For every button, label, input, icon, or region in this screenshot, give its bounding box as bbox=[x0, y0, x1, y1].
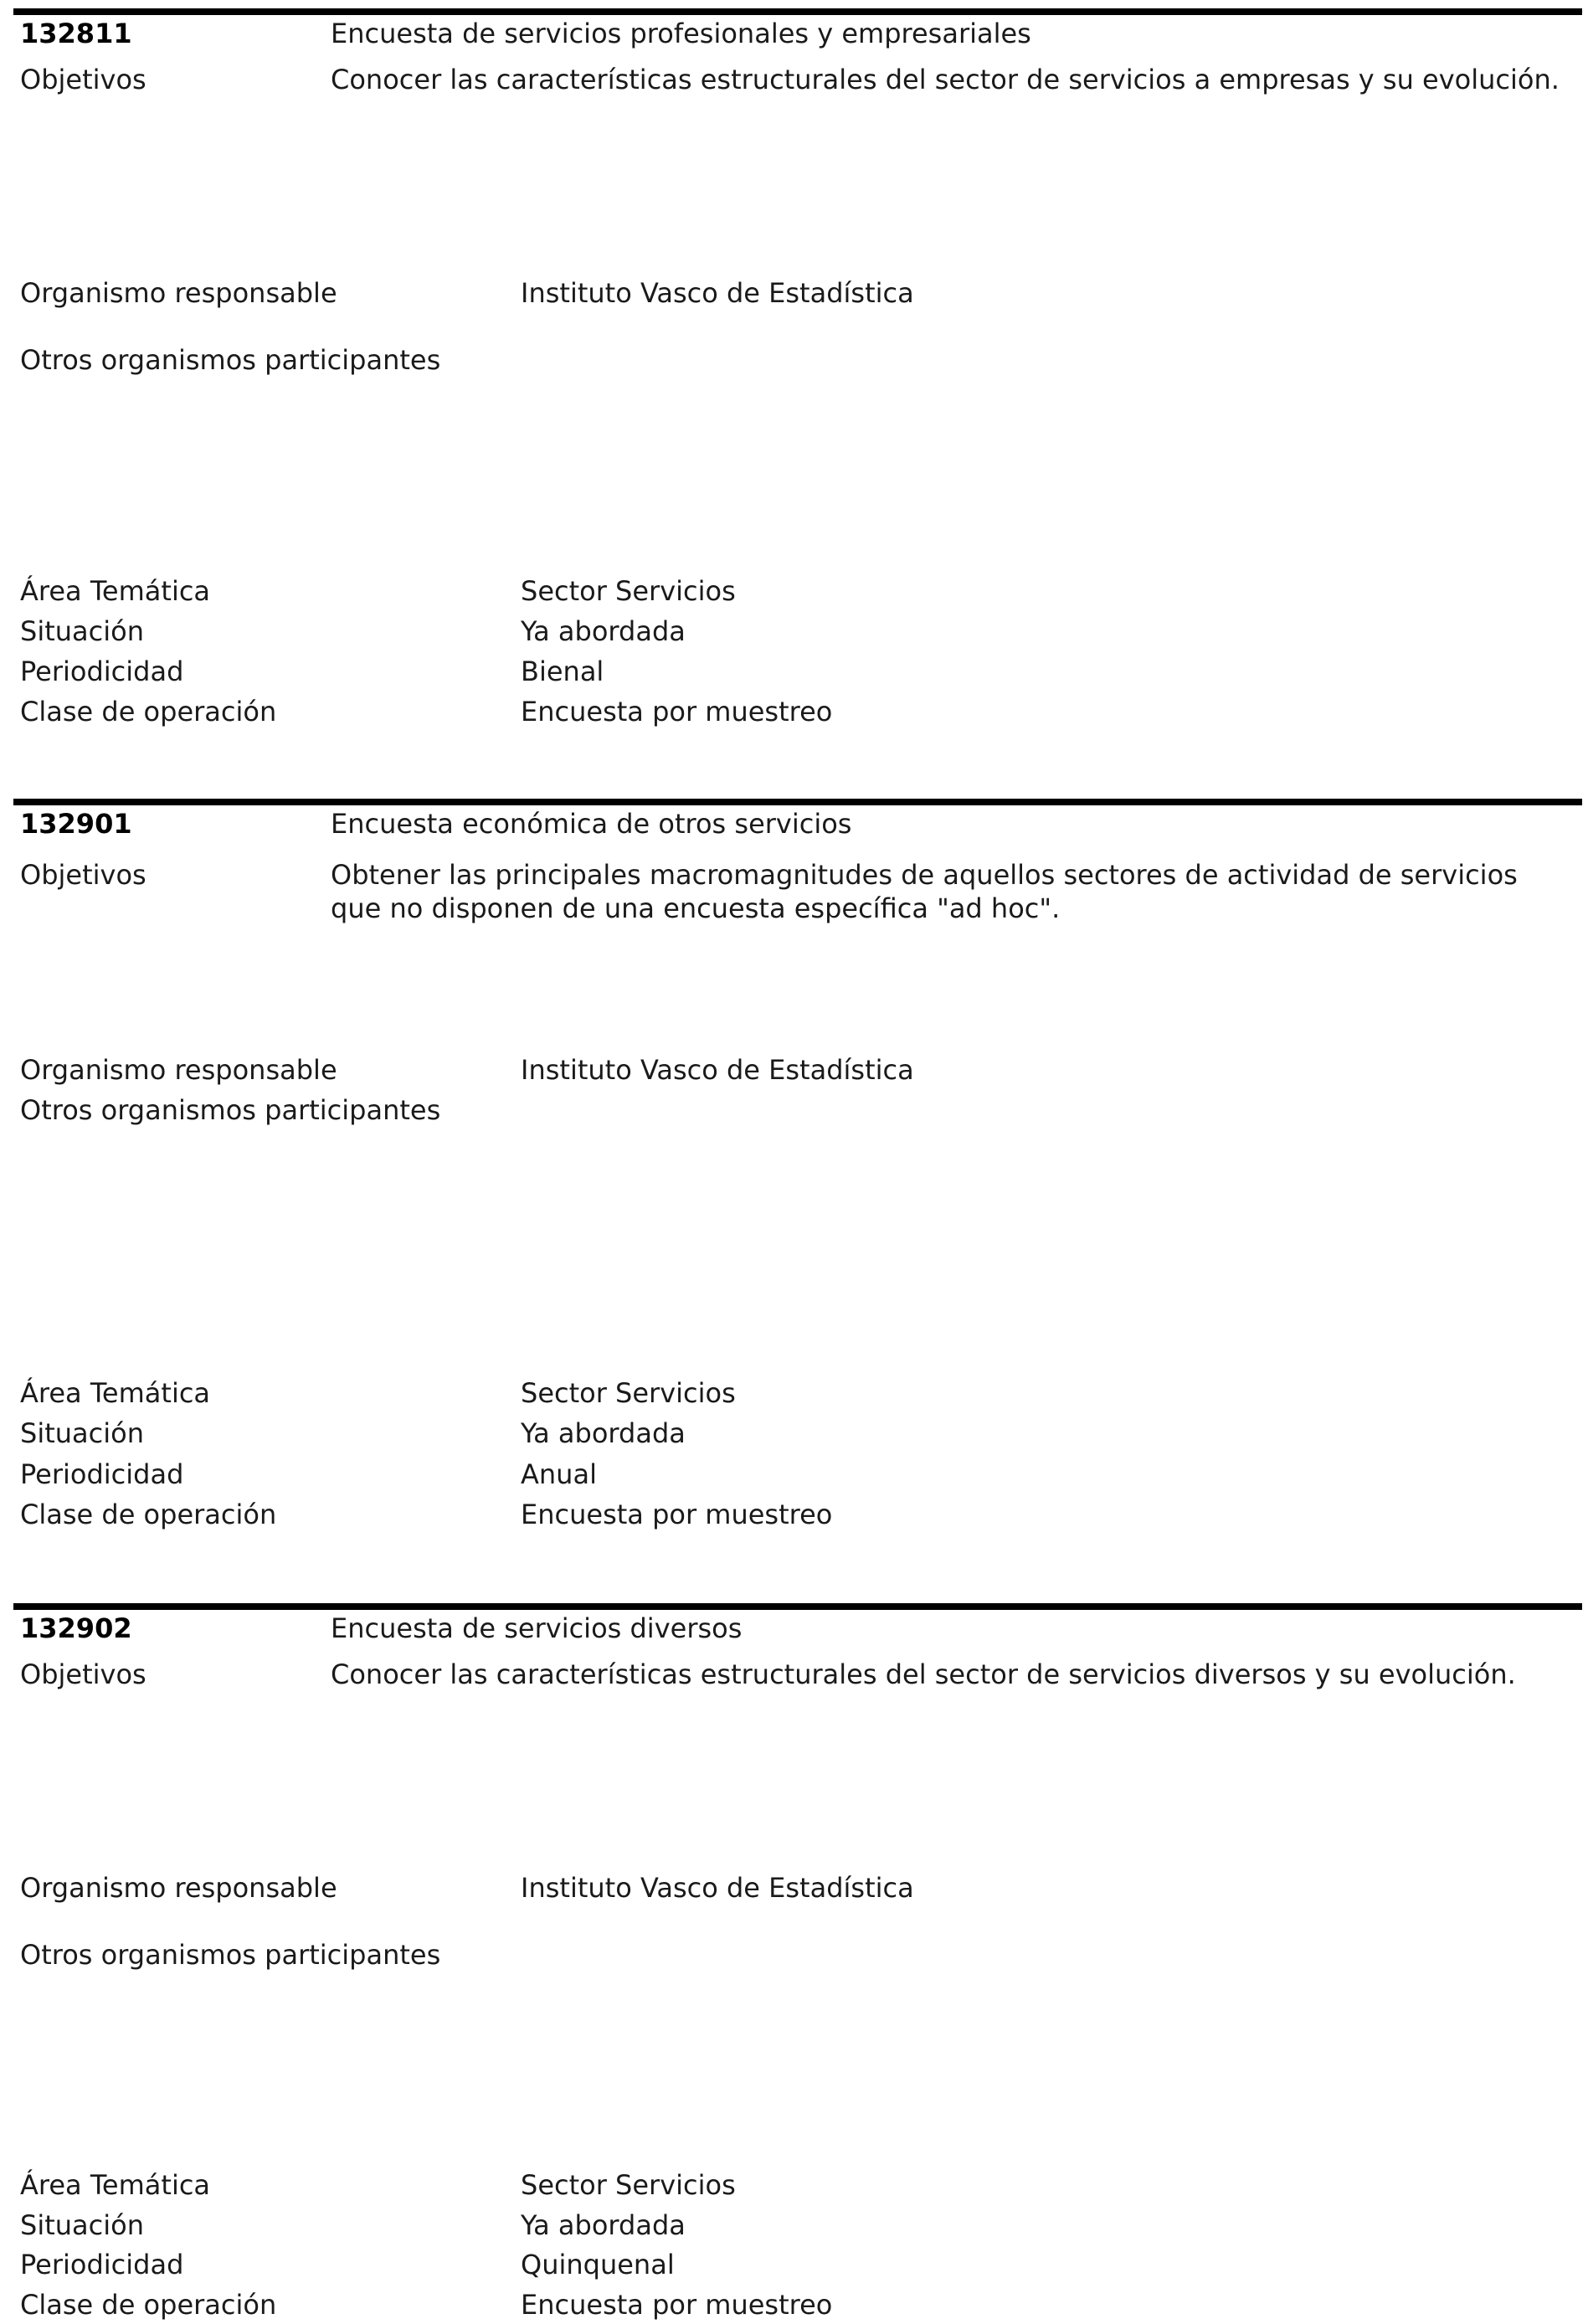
organismo-value: Instituto Vasco de Estadística bbox=[521, 1054, 914, 1086]
periodicidad-label: Periodicidad bbox=[20, 2249, 184, 2280]
operation-code: 132811 bbox=[20, 18, 132, 49]
operation-title: Encuesta económica de otros servicios bbox=[331, 808, 852, 840]
periodicidad-value: Anual bbox=[521, 1458, 597, 1490]
objetivos-label: Objetivos bbox=[20, 1658, 146, 1690]
organismo-label: Organismo responsable bbox=[20, 277, 337, 309]
clase-label: Clase de operación bbox=[20, 1499, 277, 1530]
situacion-label: Situación bbox=[20, 2209, 144, 2241]
periodicidad-value: Bienal bbox=[521, 656, 604, 687]
operation-code: 132902 bbox=[20, 1612, 132, 1644]
record-top-rule bbox=[13, 8, 1582, 15]
situacion-value: Ya abordada bbox=[521, 1417, 686, 1449]
situacion-label: Situación bbox=[20, 615, 144, 647]
objetivos-label: Objetivos bbox=[20, 859, 146, 891]
record-top-rule bbox=[13, 1603, 1582, 1610]
situacion-value: Ya abordada bbox=[521, 2209, 686, 2241]
clase-value: Encuesta por muestreo bbox=[521, 696, 833, 728]
organismo-value: Instituto Vasco de Estadística bbox=[521, 1872, 914, 1904]
area-label: Área Temática bbox=[20, 575, 211, 607]
organismo-value: Instituto Vasco de Estadística bbox=[521, 277, 914, 309]
operation-title: Encuesta de servicios diversos bbox=[331, 1612, 743, 1644]
situacion-value: Ya abordada bbox=[521, 615, 686, 647]
situacion-label: Situación bbox=[20, 1417, 144, 1449]
area-value: Sector Servicios bbox=[521, 2169, 736, 2201]
clase-value: Encuesta por muestreo bbox=[521, 2289, 833, 2321]
otros-organismos-label: Otros organismos participantes bbox=[20, 1094, 441, 1126]
periodicidad-label: Periodicidad bbox=[20, 1458, 184, 1490]
area-label: Área Temática bbox=[20, 2169, 211, 2201]
periodicidad-label: Periodicidad bbox=[20, 656, 184, 687]
area-value: Sector Servicios bbox=[521, 1377, 736, 1409]
clase-label: Clase de operación bbox=[20, 696, 277, 728]
area-label: Área Temática bbox=[20, 1377, 211, 1409]
periodicidad-value: Quinquenal bbox=[521, 2249, 675, 2280]
area-value: Sector Servicios bbox=[521, 575, 736, 607]
record-top-rule bbox=[13, 799, 1582, 805]
otros-organismos-label: Otros organismos participantes bbox=[20, 1939, 441, 1971]
operation-code: 132901 bbox=[20, 808, 132, 840]
objetivos-label: Objetivos bbox=[20, 64, 146, 95]
organismo-label: Organismo responsable bbox=[20, 1872, 337, 1904]
clase-label: Clase de operación bbox=[20, 2289, 277, 2321]
objetivos-text: Conocer las características estructurales del sector de servicios a empresas y su evolución. bbox=[331, 64, 1560, 95]
organismo-label: Organismo responsable bbox=[20, 1054, 337, 1086]
objetivos-text: Conocer las características estructurales del sector de servicios diversos y su evolución. bbox=[331, 1658, 1516, 1690]
operation-title: Encuesta de servicios profesionales y empresariales bbox=[331, 18, 1031, 49]
otros-organismos-label: Otros organismos participantes bbox=[20, 344, 441, 376]
clase-value: Encuesta por muestreo bbox=[521, 1499, 833, 1530]
objetivos-text: Obtener las principales macromagnitudes de aquellos sectores de actividad de servicios que no disponen de una encuesta específica "ad hoc". bbox=[331, 859, 1518, 924]
